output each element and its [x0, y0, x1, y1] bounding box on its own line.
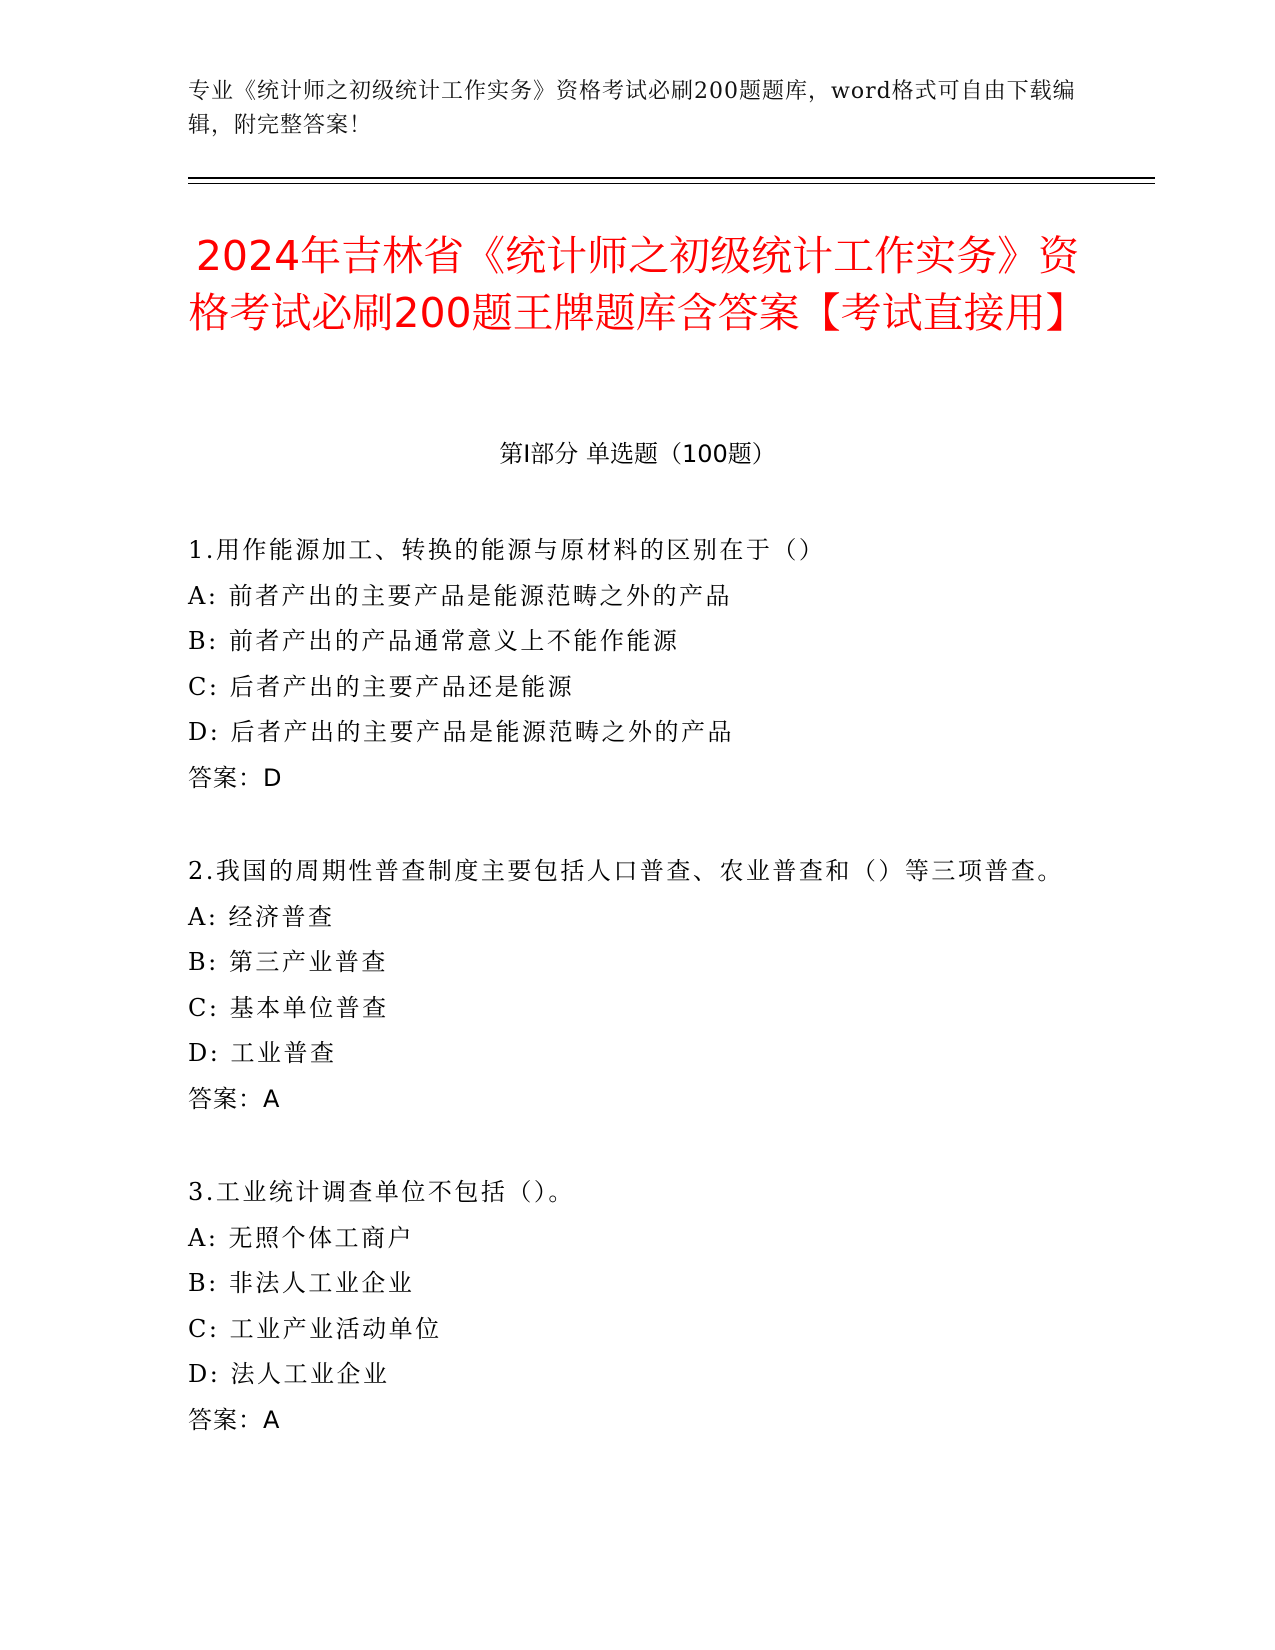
option-a: A: 无照个体工商户: [188, 1223, 415, 1252]
answer: 答案：D: [188, 763, 283, 792]
question-2: [188, 849, 1088, 1122]
option-a: A: 经济普查: [188, 902, 335, 931]
question-stem: 3.工业统计调查单位不包括（）。: [188, 1178, 575, 1206]
option-d: D: 法人工业企业: [188, 1360, 390, 1388]
option-d: D: 后者产出的主要产品是能源范畴之外的产品: [188, 718, 734, 746]
option-b: B: 第三产业普查: [188, 948, 388, 976]
option-c: C: 后者产出的主要产品还是能源: [188, 672, 575, 701]
header-note: 专业《统计师之初级统计工作实务》资格考试必刷200题题库，word格式可自由下载编辑，附完整答案！: [188, 79, 1076, 138]
option-b: B: 非法人工业企业: [188, 1269, 415, 1297]
question-stem: 1.用作能源加工、转换的能源与原材料的区别在于（）: [188, 536, 826, 564]
header-rule-thin: [188, 183, 1155, 184]
question-3: [188, 1170, 1088, 1443]
header-rule-thick: [188, 177, 1155, 179]
option-c: C: 工业产业活动单位: [188, 1314, 442, 1343]
section-title: 第Ⅰ部分 单选题（100题）: [499, 440, 776, 468]
document-title: 2024年吉林省《统计师之初级统计工作实务》资格考试必刷200题王牌题库含答案【考试直接用】: [188, 232, 1087, 337]
answer: 答案：A: [188, 1405, 281, 1434]
option-b: B: 前者产出的产品通常意义上不能作能源: [188, 627, 680, 655]
question-stem: 2.我国的周期性普查制度主要包括人口普查、农业普查和（）等三项普查。: [188, 857, 1064, 885]
answer: 答案：A: [188, 1084, 281, 1113]
option-a: A: 前者产出的主要产品是能源范畴之外的产品: [188, 581, 733, 610]
question-1: [188, 528, 1088, 801]
option-d: D: 工业普查: [188, 1039, 337, 1067]
option-c: C: 基本单位普查: [188, 993, 389, 1022]
question-list: [188, 528, 1088, 1491]
